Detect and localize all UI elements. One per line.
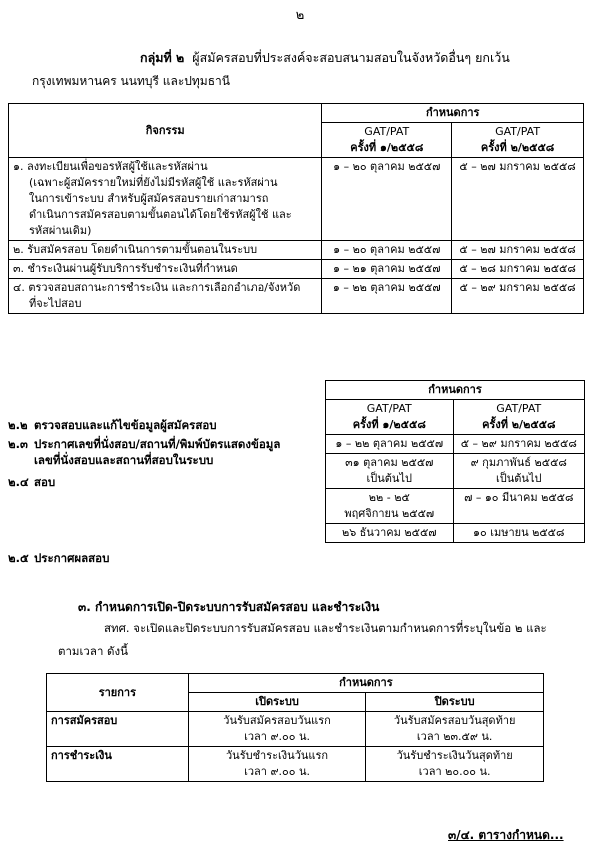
round1-date: ๑ – ๒๒ ตุลาคม ๒๕๕๗ — [326, 435, 454, 454]
activity-cell: ๓. ชำระเงินผ่านผู้รับบริการรับชำระเงินที่กำหนด — [9, 260, 322, 279]
open-time: วันรับชำระเงินวันแรก เวลา ๙.๐๐ น. — [188, 747, 366, 782]
table-row — [326, 489, 585, 524]
round2-header: GAT/PAT ครั้งที่ ๒/๒๕๕๘ — [452, 123, 584, 158]
round1-date: ๑ – ๒๒ ตุลาคม ๒๕๕๗ — [322, 279, 452, 314]
table-row — [9, 279, 584, 314]
round1-header: GAT/PAT ครั้งที่ ๑/๒๕๕๘ — [322, 123, 452, 158]
round1-date: ๑ – ๒๐ ตุลาคม ๒๕๕๗ — [322, 241, 452, 260]
table-row — [9, 260, 584, 279]
round2-date: ๕ – ๒๙ มกราคม ๒๕๕๘ — [452, 279, 584, 314]
table-row — [326, 524, 585, 543]
continued-footer: ๓/๔. ตารางกำหนด... — [448, 828, 564, 842]
close-time: วันรับชำระเงินวันสุดท้าย เวลา ๒๐.๐๐ น. — [366, 747, 544, 782]
round2-date: ๕ – ๒๙ มกราคม ๒๕๕๘ — [453, 435, 584, 454]
system-hours-table — [46, 673, 544, 782]
row-label-2-2: ๒.๒ ตรวจสอบและแก้ไขข้อมูลผู้สมัครสอบ — [8, 418, 217, 432]
table-row — [47, 747, 544, 782]
table-row — [326, 435, 585, 454]
section-3-paragraph: สทศ. จะเปิดและปิดระบบการรับสมัครสอบ และชำระเงินตามกำหนดการที่ระบุในข้อ ๒ และ — [104, 621, 547, 635]
row-label-2-5: ๒.๕ ประกาศผลสอบ — [8, 551, 110, 565]
page-number: ๒ — [295, 8, 305, 23]
activity-cell: ๔. ตรวจสอบสถานะการชำระเงิน และการเลือกอำเภอ/จังหวัด ที่จะไปสอบ — [9, 279, 322, 314]
round1-header: GAT/PAT ครั้งที่ ๑/๒๕๕๘ — [326, 400, 454, 435]
round1-date: ๓๑ ตุลาคม ๒๕๕๗ เป็นต้นไป — [326, 454, 454, 489]
round1-date: ๑ – ๒๑ ตุลาคม ๒๕๕๗ — [322, 260, 452, 279]
item-label: การชำระเงิน — [47, 747, 189, 782]
open-time: วันรับสมัครสอบวันแรก เวลา ๙.๐๐ น. — [188, 712, 366, 747]
section-3-paragraph-continued: ตามเวลา ดังนี้ — [58, 644, 128, 658]
close-header: ปิดระบบ — [366, 693, 544, 712]
round1-date: ๒๒ - ๒๕ พฤศจิกายน ๒๕๕๗ — [326, 489, 454, 524]
group-text-continued: กรุงเทพมหานคร นนทบุรี และปทุมธานี — [32, 74, 230, 88]
close-time: วันรับสมัครสอบวันสุดท้าย เวลา ๒๓.๕๙ น. — [366, 712, 544, 747]
round2-header: GAT/PAT ครั้งที่ ๒/๒๕๕๘ — [453, 400, 584, 435]
table-row — [9, 241, 584, 260]
open-header: เปิดระบบ — [188, 693, 366, 712]
activity-header: กิจกรรม — [9, 104, 322, 158]
row-label-2-3: ๒.๓ ประกาศเลขที่นั่งสอบ/สถานที่/พิมพ์บัตรแสดงข้อมูล เลขที่นั่งสอบและสถานที่สอบในระบบ — [8, 437, 281, 467]
round1-date: ๑ – ๒๐ ตุลาคม ๒๕๕๗ — [322, 158, 452, 241]
table-row — [326, 454, 585, 489]
group-label: กลุ่มที่ ๒ — [140, 50, 185, 65]
round2-date: ๑๐ เมษายน ๒๕๕๘ — [453, 524, 584, 543]
round2-date: ๕ – ๒๗ มกราคม ๒๕๕๘ — [452, 241, 584, 260]
schedule-header: กำหนดการ — [326, 381, 585, 400]
round2-date: ๕ – ๒๘ มกราคม ๒๕๕๘ — [452, 260, 584, 279]
round2-date: ๕ – ๒๗ มกราคม ๒๕๕๘ — [452, 158, 584, 241]
group-heading — [140, 48, 510, 68]
round2-date: ๗ – ๑๐ มีนาคม ๒๕๕๘ — [453, 489, 584, 524]
table-row — [9, 158, 584, 241]
schedule-header: กำหนดการ — [322, 104, 584, 123]
schedule-table-2 — [325, 380, 585, 543]
activity-cell: ๑. ลงทะเบียนเพื่อขอรหัสผู้ใช้และรหัสผ่าน (เฉพาะผู้สมัครรายใหม่ที่ยังไม่มีรหัสผู้ใช้ และรหัสผ่าน ในการเข้าระบบ สำหรับผู้สมัครสอบรายเก่าสามารถ ดำเนินการสมัครสอบตามขั้นตอนได้โดยใช้รหัสผู้ใช้ และ รหัสผ่านเดิม) — [9, 158, 322, 241]
item-label: การสมัครสอบ — [47, 712, 189, 747]
table-row — [47, 712, 544, 747]
round2-date: ๙ กุมภาพันธ์ ๒๕๕๘ เป็นต้นไป — [453, 454, 584, 489]
activity-cell: ๒. รับสมัครสอบ โดยดำเนินการตามขั้นตอนในระบบ — [9, 241, 322, 260]
round1-date: ๒๖ ธันวาคม ๒๕๕๗ — [326, 524, 454, 543]
group-text: ผู้สมัครสอบที่ประสงค์จะสอบสนามสอบในจังหวัดอื่นๆ ยกเว้น — [192, 50, 510, 65]
section-3-heading: ๓. กำหนดการเปิด-ปิดระบบการรับสมัครสอบ และชำระเงิน — [78, 600, 380, 614]
item-header: รายการ — [47, 674, 189, 712]
row-label-2-4: ๒.๔ สอบ — [8, 475, 56, 489]
schedule-table-1 — [8, 103, 584, 314]
schedule-header: กำหนดการ — [188, 674, 543, 693]
